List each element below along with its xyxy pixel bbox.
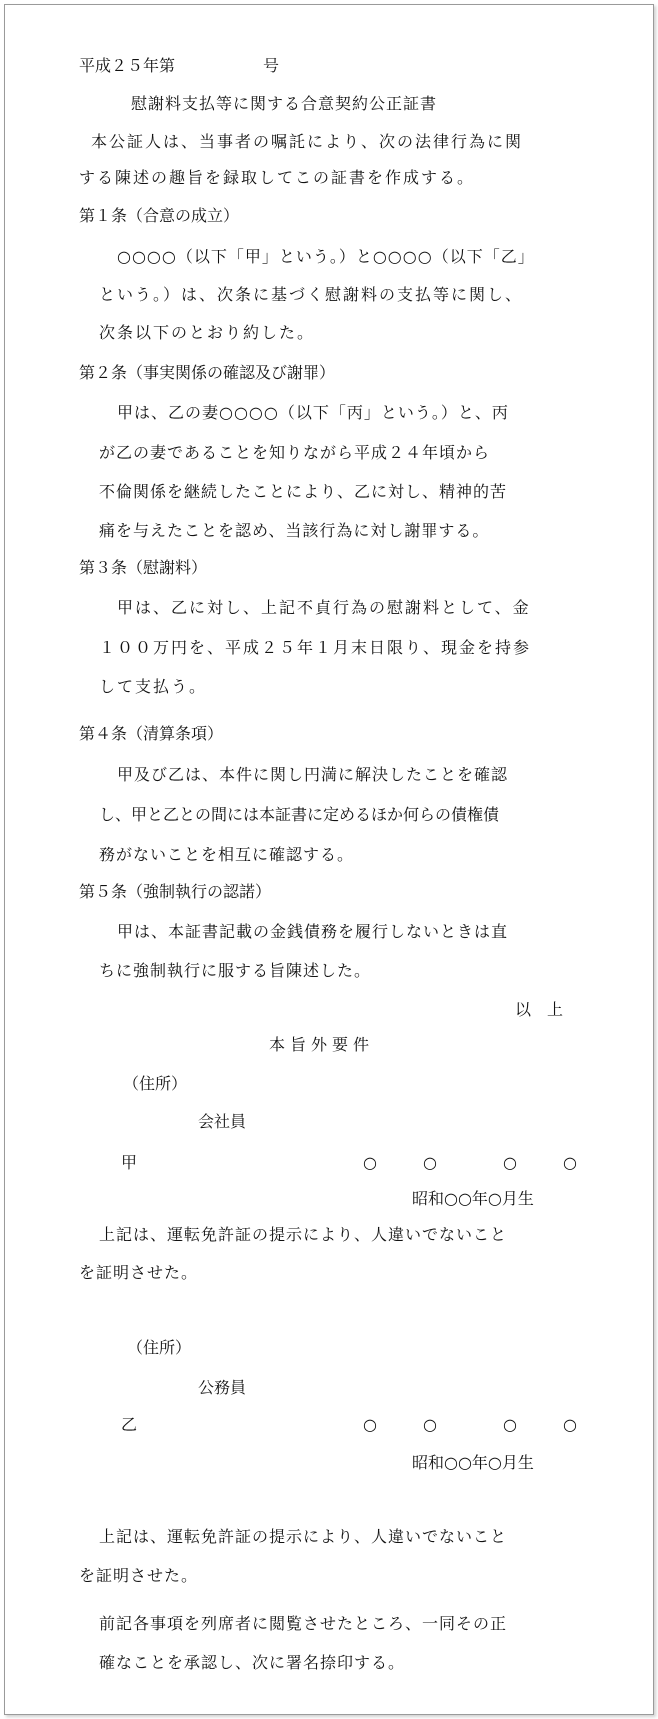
article-line: 務がないことを相互に確認する。 <box>99 845 355 864</box>
final-line: 前記各事項を列席者に閲覧させたところ、一同その正 <box>99 1614 508 1633</box>
article-line: 甲は、本証書記載の金銭債務を履行しないときは直 <box>117 922 509 941</box>
name-mark: ○ <box>503 1415 517 1434</box>
intro-line: 本公証人は、当事者の嘱託により、次の法律行為に関 <box>91 132 524 151</box>
party-label: 乙 <box>121 1415 138 1434</box>
document-title: 慰謝料支払等に関する合意契約公正証書 <box>131 94 438 113</box>
article-heading: 第２条（事実関係の確認及び謝罪） <box>79 363 336 382</box>
name-mark: ○ <box>423 1415 437 1434</box>
verification-line: を証明させた。 <box>79 1263 199 1282</box>
article-heading: 第３条（慰謝料） <box>79 558 208 577</box>
article-line: １００万円を、平成２５年１月末日限り、現金を持参 <box>99 638 532 657</box>
article-heading: 第１条（合意の成立） <box>79 206 240 225</box>
article-line: という。）は、次条に基づく慰謝料の支払等に関し、 <box>99 285 524 304</box>
party-occupation: 公務員 <box>198 1378 247 1397</box>
verification-line: 上記は、運転免許証の提示により、人違いでないこと <box>99 1225 508 1244</box>
doc-number-prefix: 平成２５年第 <box>79 56 176 75</box>
article-heading: 第４条（清算条項） <box>79 724 224 743</box>
article-line: 痛を与えたことを認め、当該行為に対し謝罪する。 <box>99 521 490 540</box>
name-mark: ○ <box>563 1153 577 1172</box>
article-line: が乙の妻であることを知りながら平成２４年頃から <box>99 443 491 462</box>
article-line: 不倫関係を継続したことにより、乙に対し、精神的苦 <box>99 482 508 501</box>
article-line: ○○○○（以下「甲」という。）と○○○○（以下「乙」 <box>117 247 535 266</box>
article-heading: 第５条（強制執行の認諾） <box>79 882 272 901</box>
final-line: 確なことを承認し、次に署名捺印する。 <box>99 1653 406 1672</box>
article-line: ちに強制執行に服する旨陳述した。 <box>99 961 372 980</box>
name-mark: ○ <box>363 1415 377 1434</box>
article-line: 甲及び乙は、本件に関し円満に解決したことを確認 <box>117 765 509 784</box>
name-mark: ○ <box>563 1415 577 1434</box>
party-address: （住所） <box>123 1074 188 1093</box>
party-address: （住所） <box>127 1338 192 1357</box>
doc-number-suffix: 号 <box>263 56 280 75</box>
article-line: し、甲と乙との間には本証書に定めるほか何らの債権債 <box>99 805 500 824</box>
closing-text: 以 上 <box>515 1000 564 1019</box>
article-line: 次条以下のとおり約した。 <box>99 323 316 342</box>
intro-line: する陳述の趣旨を録取してこの証書を作成する。 <box>79 168 476 187</box>
party-name-marks <box>340 1415 600 1435</box>
article-line: 甲は、乙の妻○○○○（以下「丙」という。）と、丙 <box>117 403 509 422</box>
doc-number <box>79 56 279 76</box>
document-frame <box>4 4 654 1715</box>
verification-line: 上記は、運転免許証の提示により、人違いでないこと <box>99 1527 508 1546</box>
name-mark: ○ <box>503 1153 517 1172</box>
party-label: 甲 <box>121 1153 138 1172</box>
name-mark: ○ <box>423 1153 437 1172</box>
party-birth: 昭和○○年○月生 <box>412 1453 534 1472</box>
section-title: 本旨外要件 <box>269 1035 375 1054</box>
party-occupation: 会社員 <box>198 1112 247 1131</box>
party-name-marks <box>340 1153 600 1173</box>
verification-line: を証明させた。 <box>79 1566 199 1585</box>
article-line: 甲は、乙に対し、上記不貞行為の慰謝料として、金 <box>117 598 531 617</box>
article-line: して支払う。 <box>99 677 208 696</box>
name-mark: ○ <box>363 1153 377 1172</box>
party-birth: 昭和○○年○月生 <box>412 1189 534 1208</box>
